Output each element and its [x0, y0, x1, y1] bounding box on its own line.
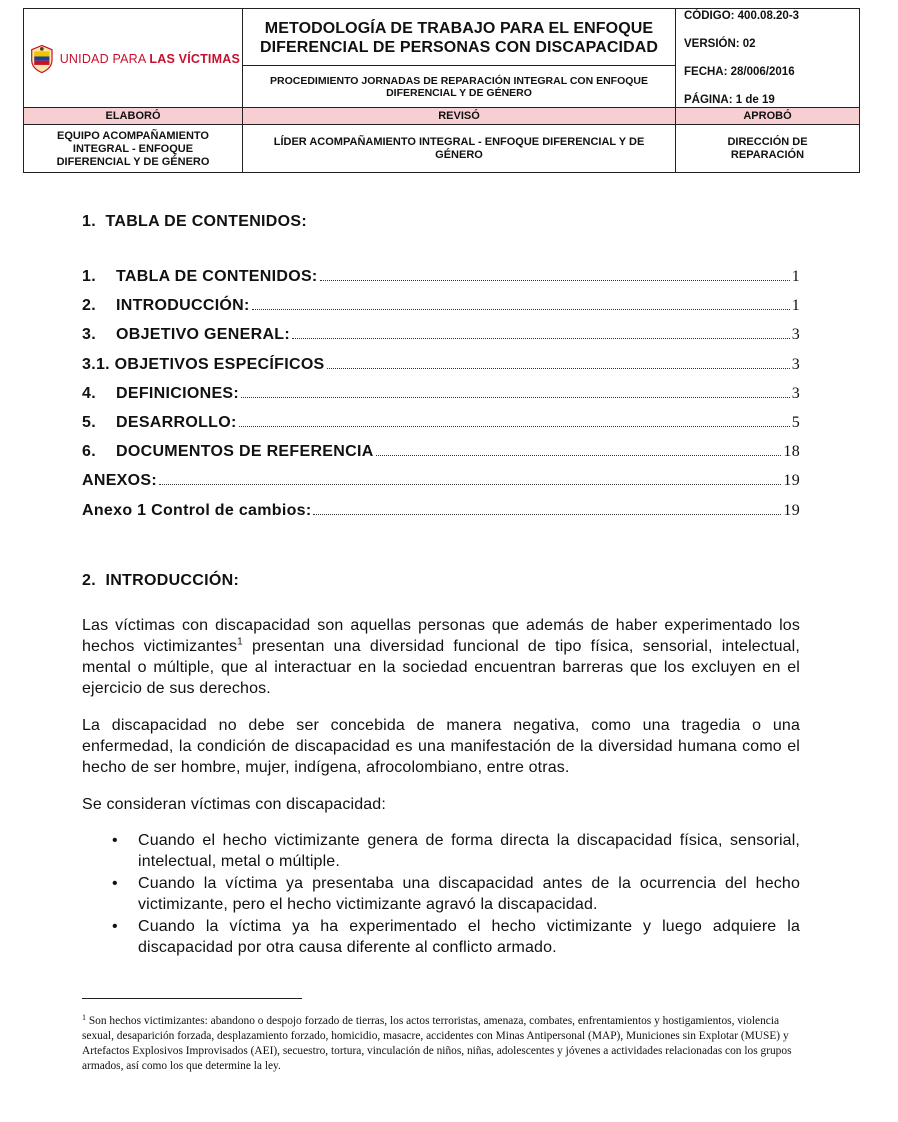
aprobo-value: DIRECCIÓN DE REPARACIÓN: [727, 136, 808, 161]
list-item: • Cuando el hecho victimizante genera de forma directa la discapacidad física, sensorial, intelectual, metal o múltiple.: [112, 832, 800, 870]
toc-entry[interactable]: 1. TABLA DE CONTENIDOS: 1: [82, 268, 800, 285]
reviso-label: REVISÓ: [243, 108, 675, 124]
intro-paragraph-3: Se consideran víctimas con discapacidad:: [82, 796, 386, 813]
unidad-victimas-logo: [30, 39, 240, 79]
toc-entry[interactable]: 4. DEFINICIONES: 3: [82, 384, 800, 402]
toc-entry[interactable]: 6. DOCUMENTOS DE REFERENCIA 18: [82, 443, 800, 461]
section-heading-toc: 1. TABLA DE CONTENIDOS:: [82, 213, 307, 230]
reviso-value: LÍDER ACOMPAÑAMIENTO INTEGRAL - ENFOQUE DIFERENCIAL Y DE GÉNERO: [273, 136, 645, 161]
toc-entry[interactable]: 3. OBJETIVO GENERAL: 3: [82, 326, 800, 344]
logo-wordmark: UNIDAD PARA LAS VÍCTIMAS: [59, 52, 240, 66]
bullet-icon: •: [112, 832, 118, 849]
pagina-value: PÁGINA: 1 de 19: [684, 94, 775, 106]
bullet-icon: •: [112, 918, 118, 935]
header-divider: [242, 65, 675, 66]
table-of-contents: [82, 268, 800, 531]
toc-entry[interactable]: 2. INTRODUCCIÓN: 1: [82, 297, 800, 315]
section-heading-introduccion: 2. INTRODUCCIÓN:: [82, 572, 240, 589]
footnote-divider: [82, 998, 302, 999]
toc-entry[interactable]: ANEXOS: 19: [82, 472, 800, 490]
elaboro-value: EQUIPO ACOMPAÑAMIENTO INTEGRAL - ENFOQUE DIFERENCIAL Y DE GÉNERO: [56, 129, 210, 168]
document-title: METODOLOGÍA DE TRABAJO PARA EL ENFOQUE DIFERENCIAL DE PERSONAS CON DISCAPACIDAD: [259, 20, 659, 56]
toc-entry[interactable]: 5. DESARROLLO: 5: [82, 413, 800, 431]
footnote-reference[interactable]: 1: [237, 636, 243, 648]
bullet-list: [82, 830, 800, 959]
document-header: [23, 8, 860, 173]
intro-paragraph-1: Las víctimas con discapacidad son aquellas personas que además de haber experimentado los hechos victimizantes$^1$ presentan una diversidad funcional de tipo física, sensorial, intelectual, mental o múltiple, que al interactuar en la sociedad encuentran barreras que los excluyen en el ejercicio de sus derechos.: [82, 617, 800, 697]
intro-paragraph-2: La discapacidad no debe ser concebida de manera negativa, como una tragedia o una enfermedad, la condición de discapacidad es una manifestación de la diversidad humana como el hecho de ser hombre, mujer, indígena, afrocolombiano, entre otras.: [82, 717, 800, 776]
colombia-coat-of-arms-icon: [30, 42, 54, 76]
list-item: • Cuando la víctima ya ha experimentado el hecho victimizante y luego adquiere la discapacidad por otra causa diferente al conflicto armado.: [112, 918, 800, 956]
footnote: $^1$ Son hechos victimizantes: abandono o despojo forzado de tierras, los actos terroristas, amenaza, combates, enfrentamientos y hostigamientos, violencia sexual, desaparición forzada, desplazamiento forzado, homicidio, masacre, accidentes con Minas Antipersonal (MAP), Municiones sin Explotar (MUSE) y Artefactos Explosivos Improvisados (AEI), secuestro, tortura, vinculación de niños, niñas, adolescentes y jóvenes a actividades relacionadas con los grupos armados, así como los que determine la ley.: [82, 1013, 792, 1072]
toc-entry[interactable]: 3.1. OBJETIVOS ESPECÍFICOS 3: [82, 355, 800, 373]
version-value: VERSIÓN: 02: [684, 38, 756, 50]
fecha-value: FECHA: 28/006/2016: [684, 66, 795, 78]
list-item: • Cuando la víctima ya presentaba una discapacidad antes de la ocurrencia del hecho victimizante, pero el hecho victimizante agravó la discapacidad.: [112, 875, 800, 913]
aprobo-label: APROBÓ: [676, 108, 859, 124]
elaboro-label: ELABORÓ: [24, 108, 242, 124]
bullet-icon: •: [112, 875, 118, 892]
toc-entry[interactable]: Anexo 1 Control de cambios: 19: [82, 501, 800, 519]
document-subtitle: PROCEDIMIENTO JORNADAS DE REPARACIÓN INTEGRAL CON ENFOQUE DIFERENCIAL Y DE GÉNERO: [269, 75, 649, 99]
codigo-value: CÓDIGO: 400.08.20-3: [684, 10, 800, 22]
